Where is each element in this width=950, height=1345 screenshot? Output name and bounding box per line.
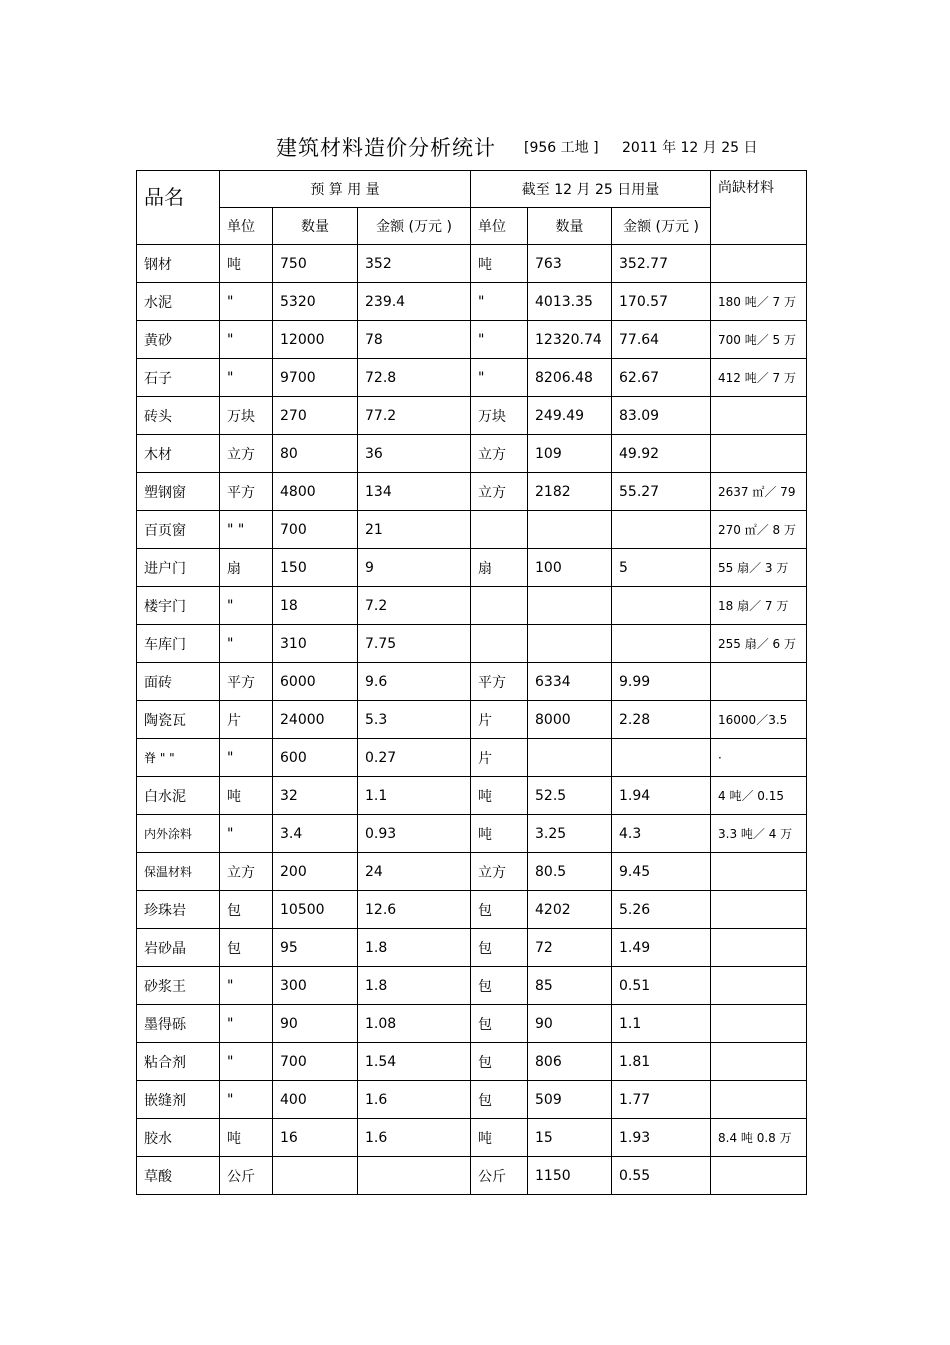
cell-used-unit: " [471, 359, 528, 397]
cell-used-qty [528, 625, 612, 663]
cell-shortage: 180 吨／ 7 万 [711, 283, 807, 321]
cell-name: 木材 [137, 435, 220, 473]
cell-used-amount: 170.57 [612, 283, 711, 321]
table-row [137, 359, 807, 397]
material-cost-table [136, 170, 807, 1195]
cell-budget-unit: 吨 [220, 1119, 273, 1157]
table-row [137, 1119, 807, 1157]
table-row [137, 283, 807, 321]
cell-used-qty: 4202 [528, 891, 612, 929]
cell-used-amount: 55.27 [612, 473, 711, 511]
cell-used-unit: 立方 [471, 473, 528, 511]
cell-budget-amount: 72.8 [358, 359, 471, 397]
cell-used-unit: 扇 [471, 549, 528, 587]
cell-budget-unit: " [220, 625, 273, 663]
cell-used-unit: 吨 [471, 777, 528, 815]
cell-budget-qty: 300 [273, 967, 358, 1005]
cell-used-qty: 52.5 [528, 777, 612, 815]
cell-name: 白水泥 [137, 777, 220, 815]
cell-name: 内外涂料 [137, 815, 220, 853]
table-row [137, 1157, 807, 1195]
cell-used-qty: 72 [528, 929, 612, 967]
cell-used-amount: 83.09 [612, 397, 711, 435]
cell-used-qty: 8000 [528, 701, 612, 739]
cell-budget-unit: 扇 [220, 549, 273, 587]
cell-name: 黄砂 [137, 321, 220, 359]
cell-budget-qty: 90 [273, 1005, 358, 1043]
cell-used-unit [471, 625, 528, 663]
cell-budget-unit: " " [220, 511, 273, 549]
cell-used-qty: 4013.35 [528, 283, 612, 321]
cell-budget-amount: 239.4 [358, 283, 471, 321]
cell-used-amount: 77.64 [612, 321, 711, 359]
cell-used-amount [612, 511, 711, 549]
table-row [137, 1005, 807, 1043]
document-title: 建筑材料造价分析统计 [276, 136, 496, 160]
cell-shortage: 255 扇／ 6 万 [711, 625, 807, 663]
cell-name: 墨得砾 [137, 1005, 220, 1043]
cell-budget-amount: 1.6 [358, 1119, 471, 1157]
cell-shortage: 16000／3.5 [711, 701, 807, 739]
cell-name: 岩砂晶 [137, 929, 220, 967]
cell-budget-unit: 吨 [220, 245, 273, 283]
cell-used-amount: 1.1 [612, 1005, 711, 1043]
cell-shortage: 18 扇／ 7 万 [711, 587, 807, 625]
cell-shortage: 8.4 吨 0.8 万 [711, 1119, 807, 1157]
cell-budget-unit: 立方 [220, 853, 273, 891]
cell-name: 砂浆王 [137, 967, 220, 1005]
cell-budget-unit: " [220, 283, 273, 321]
cell-name: 胶水 [137, 1119, 220, 1157]
cell-budget-amount: 1.08 [358, 1005, 471, 1043]
cell-used-amount: 0.55 [612, 1157, 711, 1195]
cell-budget-unit: 平方 [220, 473, 273, 511]
cell-name: 面砖 [137, 663, 220, 701]
cell-name: 保温材料 [137, 853, 220, 891]
cell-budget-amount: 36 [358, 435, 471, 473]
cell-budget-qty: 600 [273, 739, 358, 777]
cell-shortage [711, 891, 807, 929]
cell-name: 脊 " " [137, 739, 220, 777]
cell-used-unit: 片 [471, 701, 528, 739]
cell-budget-qty: 270 [273, 397, 358, 435]
cell-budget-amount: 77.2 [358, 397, 471, 435]
cell-used-qty: 12320.74 [528, 321, 612, 359]
cell-name: 陶瓷瓦 [137, 701, 220, 739]
header-row-group [137, 171, 807, 208]
cell-budget-qty: 6000 [273, 663, 358, 701]
cell-used-unit: 吨 [471, 245, 528, 283]
header-budget-unit: 单位 [220, 208, 273, 245]
cell-budget-amount: 1.8 [358, 929, 471, 967]
table-row [137, 853, 807, 891]
cell-used-unit: 立方 [471, 853, 528, 891]
cell-budget-unit: 包 [220, 891, 273, 929]
cell-used-amount: 1.93 [612, 1119, 711, 1157]
cell-budget-amount: 9 [358, 549, 471, 587]
cell-used-qty: 100 [528, 549, 612, 587]
cell-name: 嵌缝剂 [137, 1081, 220, 1119]
cell-budget-unit: " [220, 1043, 273, 1081]
cell-budget-qty: 400 [273, 1081, 358, 1119]
header-used-qty: 数量 [528, 208, 612, 245]
table-row [137, 549, 807, 587]
cell-used-amount: 1.94 [612, 777, 711, 815]
cell-budget-amount: 78 [358, 321, 471, 359]
table-row [137, 739, 807, 777]
cell-budget-qty: 5320 [273, 283, 358, 321]
cell-used-qty: 763 [528, 245, 612, 283]
cell-budget-qty: 700 [273, 511, 358, 549]
cell-used-unit: 吨 [471, 1119, 528, 1157]
table-row [137, 321, 807, 359]
header-used-unit: 单位 [471, 208, 528, 245]
cell-used-unit: " [471, 321, 528, 359]
cell-used-qty: 90 [528, 1005, 612, 1043]
cell-used-qty: 80.5 [528, 853, 612, 891]
cell-shortage [711, 435, 807, 473]
cell-budget-unit: 立方 [220, 435, 273, 473]
cell-shortage [711, 245, 807, 283]
cell-used-qty: 15 [528, 1119, 612, 1157]
cell-budget-qty: 3.4 [273, 815, 358, 853]
cell-shortage [711, 1157, 807, 1195]
cell-used-unit: 公斤 [471, 1157, 528, 1195]
cell-name: 石子 [137, 359, 220, 397]
cell-budget-amount: 21 [358, 511, 471, 549]
table-row [137, 663, 807, 701]
table-row [137, 967, 807, 1005]
site-label: [956 工地 ] [524, 140, 599, 156]
cell-budget-qty: 700 [273, 1043, 358, 1081]
table-row [137, 435, 807, 473]
cell-shortage: 270 ㎡／ 8 万 [711, 511, 807, 549]
cell-budget-qty: 750 [273, 245, 358, 283]
cell-name: 进户门 [137, 549, 220, 587]
cell-used-amount [612, 625, 711, 663]
cell-shortage [711, 397, 807, 435]
cell-used-amount [612, 587, 711, 625]
cell-budget-amount: 7.75 [358, 625, 471, 663]
cell-shortage: 700 吨／ 5 万 [711, 321, 807, 359]
cell-budget-amount: 0.93 [358, 815, 471, 853]
header-budget-amount: 金额 (万元 ) [358, 208, 471, 245]
cell-budget-unit: " [220, 1005, 273, 1043]
cell-shortage [711, 967, 807, 1005]
cell-used-qty [528, 739, 612, 777]
cell-budget-qty: 32 [273, 777, 358, 815]
cell-used-amount: 49.92 [612, 435, 711, 473]
cell-shortage: 3.3 吨／ 4 万 [711, 815, 807, 853]
cell-used-amount [612, 739, 711, 777]
header-row-columns [137, 208, 807, 245]
cell-name: 楼宇门 [137, 587, 220, 625]
cell-budget-qty [273, 1157, 358, 1195]
cell-used-amount: 9.99 [612, 663, 711, 701]
table-row [137, 777, 807, 815]
cell-budget-qty: 310 [273, 625, 358, 663]
cell-used-qty: 85 [528, 967, 612, 1005]
cell-budget-unit: " [220, 1081, 273, 1119]
cell-used-unit: 包 [471, 929, 528, 967]
table-row [137, 397, 807, 435]
table-row [137, 929, 807, 967]
cell-used-qty: 3.25 [528, 815, 612, 853]
cell-used-unit: 包 [471, 967, 528, 1005]
cell-shortage: 55 扇／ 3 万 [711, 549, 807, 587]
cell-budget-amount: 1.8 [358, 967, 471, 1005]
cell-shortage: 2637 ㎡／ 79 [711, 473, 807, 511]
cell-used-amount: 1.49 [612, 929, 711, 967]
cell-used-unit: 吨 [471, 815, 528, 853]
cell-budget-qty: 12000 [273, 321, 358, 359]
header-shortage: 尚缺材料 [711, 171, 807, 245]
cell-budget-amount: 1.6 [358, 1081, 471, 1119]
cell-shortage [711, 853, 807, 891]
header-budget-group: 预 算 用 量 [220, 171, 471, 208]
cell-budget-qty: 4800 [273, 473, 358, 511]
cell-budget-qty: 18 [273, 587, 358, 625]
cell-name: 珍珠岩 [137, 891, 220, 929]
cell-budget-amount: 352 [358, 245, 471, 283]
cell-used-unit: 万块 [471, 397, 528, 435]
cell-used-amount: 1.77 [612, 1081, 711, 1119]
cell-shortage [711, 663, 807, 701]
cell-used-amount: 62.67 [612, 359, 711, 397]
cell-used-amount: 5 [612, 549, 711, 587]
cell-budget-unit: 平方 [220, 663, 273, 701]
report-date: 2011 年 12 月 25 日 [622, 140, 758, 156]
cell-used-qty [528, 511, 612, 549]
cell-used-amount: 5.26 [612, 891, 711, 929]
cell-budget-qty: 16 [273, 1119, 358, 1157]
cell-budget-unit: 吨 [220, 777, 273, 815]
cell-shortage: 4 吨／ 0.15 [711, 777, 807, 815]
table-row [137, 473, 807, 511]
cell-used-qty [528, 587, 612, 625]
cell-used-unit: 包 [471, 1043, 528, 1081]
cell-budget-unit: 公斤 [220, 1157, 273, 1195]
cell-used-unit: 立方 [471, 435, 528, 473]
cell-name: 塑钢窗 [137, 473, 220, 511]
cell-used-amount: 4.3 [612, 815, 711, 853]
cell-used-unit: 平方 [471, 663, 528, 701]
cell-used-qty: 249.49 [528, 397, 612, 435]
cell-budget-amount: 0.27 [358, 739, 471, 777]
cell-budget-amount: 24 [358, 853, 471, 891]
cell-budget-amount: 7.2 [358, 587, 471, 625]
cell-budget-amount: 12.6 [358, 891, 471, 929]
cell-shortage: 412 吨／ 7 万 [711, 359, 807, 397]
cell-budget-amount: 1.54 [358, 1043, 471, 1081]
cell-budget-unit: 万块 [220, 397, 273, 435]
cell-budget-amount: 9.6 [358, 663, 471, 701]
cell-used-unit [471, 511, 528, 549]
cell-used-unit [471, 587, 528, 625]
header-name: 品名 [137, 171, 220, 245]
header-used-amount: 金额 (万元 ) [612, 208, 711, 245]
cell-used-unit: " [471, 283, 528, 321]
cell-used-qty: 8206.48 [528, 359, 612, 397]
table-row [137, 587, 807, 625]
cell-name: 粘合剂 [137, 1043, 220, 1081]
cell-used-unit: 包 [471, 1005, 528, 1043]
cell-budget-qty: 150 [273, 549, 358, 587]
cell-shortage [711, 1043, 807, 1081]
cell-shortage [711, 929, 807, 967]
table-row [137, 1081, 807, 1119]
cell-name: 草酸 [137, 1157, 220, 1195]
cell-used-amount: 0.51 [612, 967, 711, 1005]
cell-used-qty: 2182 [528, 473, 612, 511]
cell-used-unit: 片 [471, 739, 528, 777]
cell-budget-unit: " [220, 587, 273, 625]
cell-budget-unit: " [220, 739, 273, 777]
cell-name: 百页窗 [137, 511, 220, 549]
header-used-group: 截至 12 月 25 日用量 [471, 171, 711, 208]
cell-budget-unit: " [220, 967, 273, 1005]
cell-budget-qty: 9700 [273, 359, 358, 397]
cell-budget-amount [358, 1157, 471, 1195]
cell-name: 钢材 [137, 245, 220, 283]
cell-budget-unit: " [220, 359, 273, 397]
cell-shortage: · [711, 739, 807, 777]
cell-budget-unit: " [220, 321, 273, 359]
cell-name: 车库门 [137, 625, 220, 663]
table-row [137, 625, 807, 663]
cell-budget-amount: 134 [358, 473, 471, 511]
cell-budget-unit: 片 [220, 701, 273, 739]
cell-used-unit: 包 [471, 891, 528, 929]
cell-used-qty: 806 [528, 1043, 612, 1081]
table-row [137, 701, 807, 739]
document-title-row [0, 132, 950, 162]
cell-budget-qty: 95 [273, 929, 358, 967]
cell-used-amount: 9.45 [612, 853, 711, 891]
cell-budget-amount: 5.3 [358, 701, 471, 739]
header-budget-qty: 数量 [273, 208, 358, 245]
cell-name: 水泥 [137, 283, 220, 321]
table-row [137, 1043, 807, 1081]
cell-shortage [711, 1081, 807, 1119]
cell-used-unit: 包 [471, 1081, 528, 1119]
cell-used-qty: 1150 [528, 1157, 612, 1195]
cell-name: 砖头 [137, 397, 220, 435]
table-row [137, 511, 807, 549]
cell-budget-qty: 10500 [273, 891, 358, 929]
cell-used-qty: 109 [528, 435, 612, 473]
cell-budget-qty: 24000 [273, 701, 358, 739]
table-row [137, 815, 807, 853]
cell-budget-qty: 200 [273, 853, 358, 891]
cell-shortage [711, 1005, 807, 1043]
cell-used-amount: 352.77 [612, 245, 711, 283]
table-row [137, 245, 807, 283]
cell-budget-qty: 80 [273, 435, 358, 473]
cell-budget-unit: " [220, 815, 273, 853]
cell-used-amount: 1.81 [612, 1043, 711, 1081]
cell-used-qty: 509 [528, 1081, 612, 1119]
cell-budget-amount: 1.1 [358, 777, 471, 815]
table-row [137, 891, 807, 929]
cell-budget-unit: 包 [220, 929, 273, 967]
cell-used-qty: 6334 [528, 663, 612, 701]
cell-used-amount: 2.28 [612, 701, 711, 739]
